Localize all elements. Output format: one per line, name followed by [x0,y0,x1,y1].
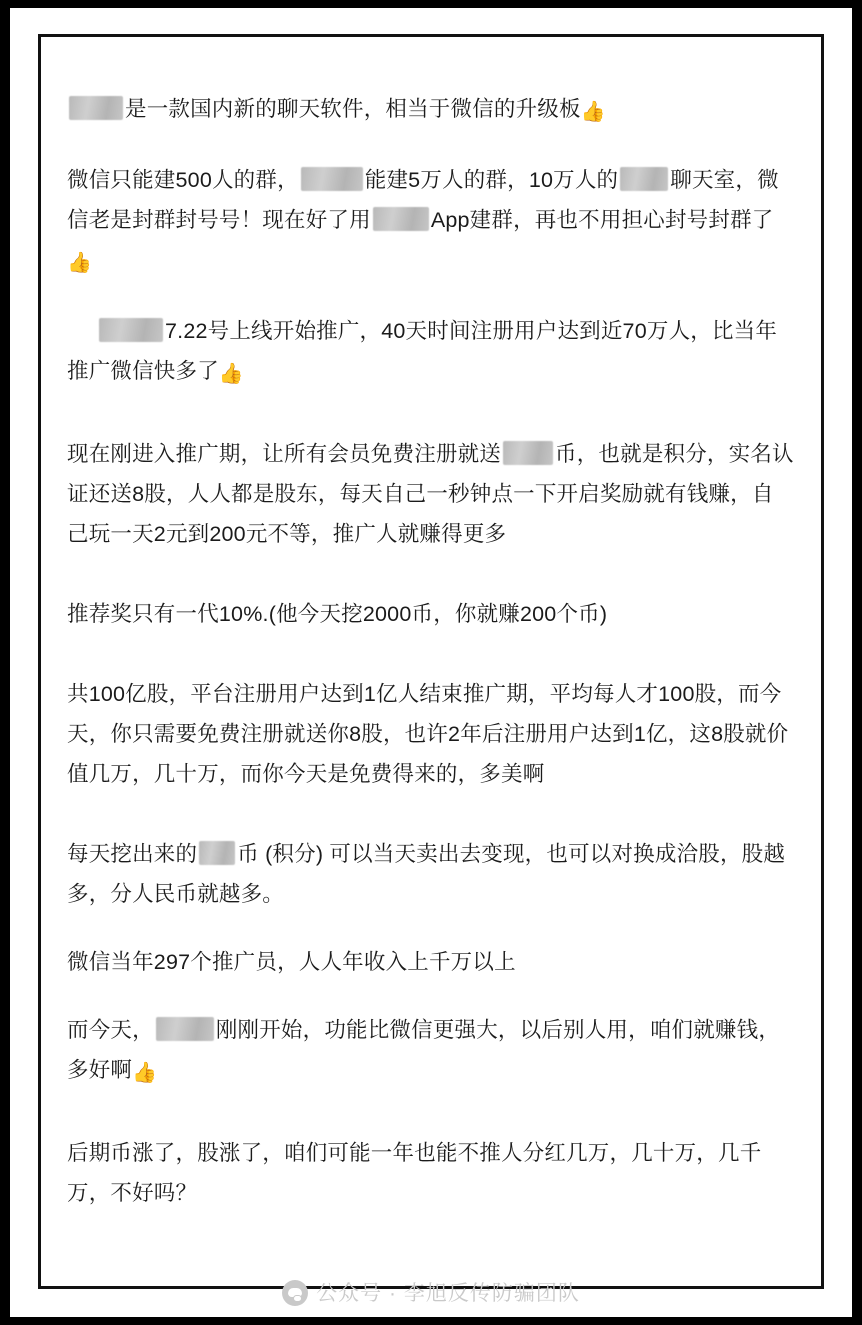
paragraph-8-text: 微信当年297个推广员，人人年收入上千万以上 [67,950,516,974]
paragraph-9-text-b: 刚刚开始，功能比微信更强大，以后别人用，咱们就赚钱，多好啊 [67,1018,781,1082]
redaction-block [69,96,123,120]
redaction-block [99,318,163,342]
paragraph-2-text-d: App建群，再也不用担心封号封群了 [430,208,774,232]
redaction-block [503,441,553,465]
thumbs-up-icon: 👍 [67,252,93,274]
paragraph-5 [67,594,795,634]
watermark-text: 公众号 · 李旭反传防骗团队 [316,1282,580,1305]
paragraph-2 [67,160,795,283]
paragraph-7-text-a: 每天挖出来的 [67,842,198,866]
paragraph-8 [67,942,795,982]
paragraph-6 [67,674,795,794]
paragraph-5-text: 推荐奖只有一代10%.(他今天挖2000币，你就赚200个币) [67,602,608,626]
paragraph-3 [67,311,795,394]
paragraph-2-text-b: 能建5万人的群，10万人的 [364,168,619,192]
redaction-block [301,167,363,191]
paragraph-4 [67,434,795,554]
paragraph-4-text-b: 币，也就是积分，实名认证还送8股，人人都是股东，每天自己一秒钟点一下开启奖励就有钱赚，自己玩一天2元到200元不等，推广人就赚得更多 [67,442,794,546]
paragraph-2-text-a: 微信只能建500人的群， [67,168,299,192]
bordered-text-panel [38,34,824,1289]
thumbs-up-icon: 👍 [580,101,606,123]
paragraph-7-text-b: 币 (积分) 可以当天卖出去变现，也可以对换成洽股，股越多，分人民币就越多。 [67,842,786,906]
redaction-block [199,841,235,865]
paragraph-7 [67,834,795,914]
paragraph-9 [67,1010,795,1093]
wechat-official-account-icon [282,1280,308,1306]
redaction-block [620,167,668,191]
paragraph-9-text-a: 而今天， [67,1018,154,1042]
paragraph-6-text: 共100亿股，平台注册用户达到1亿人结束推广期，平均每人才100股，而今天，你只需要免费注册就送你8股，也许2年后注册用户达到1亿，这8股就价值几万，几十万，而你今天是免费得来的，多美啊 [67,682,789,786]
paragraph-2-text-c: 聊天室，微信老是封群封号号！现在好了用 [67,168,779,232]
thumbs-up-icon: 👍 [218,363,245,385]
paragraph-10 [67,1133,795,1213]
redaction-block [373,207,429,231]
paragraph-1 [67,89,795,132]
thumbs-up-icon: 👍 [132,1062,158,1084]
paragraph-4-text-a: 现在刚进入推广期，让所有会员免费注册就送 [67,442,502,466]
paragraph-10-text: 后期币涨了，股涨了，咱们可能一年也能不推人分红几万，几十万，几千万，不好吗？ [67,1141,762,1205]
paragraph-3-text: 7.22号上线开始推广，40天时间注册用户达到近70万人，比当年推广微信快多了 [67,319,778,383]
watermark [10,1277,852,1307]
paragraph-1-text: 是一款国内新的聊天软件，相当于微信的升级板 [125,97,581,121]
redaction-block [156,1017,214,1041]
document-body [41,37,821,1286]
white-card [10,8,852,1317]
